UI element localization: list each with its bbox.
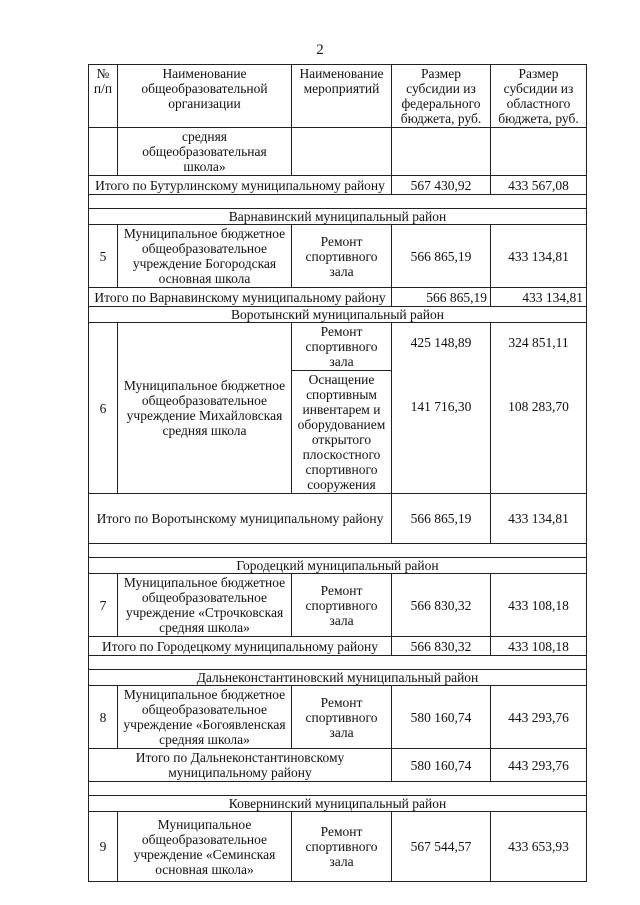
region-row bbox=[89, 558, 587, 574]
row-number: 5 bbox=[89, 225, 118, 288]
header-number: № п/п bbox=[89, 65, 118, 128]
total-federal: 566 865,19 bbox=[392, 288, 491, 307]
federal-amount: 141 716,30 bbox=[392, 371, 491, 494]
header-activity: Наименование мероприятий bbox=[292, 65, 392, 128]
activity-cell: Ремонт спортивного зала bbox=[292, 812, 392, 882]
region-row bbox=[89, 307, 587, 323]
activity-cell: Ремонт спортивного зала bbox=[292, 574, 392, 637]
federal-amount: 580 160,74 bbox=[392, 686, 491, 749]
header-federal: Размер субсидии из федерального бюджета, руб. bbox=[392, 65, 491, 128]
header-organization: Наименование общеобразовательной организации bbox=[118, 65, 292, 128]
table-row bbox=[89, 323, 587, 371]
regional-amount: 433 108,18 bbox=[491, 574, 587, 637]
total-federal: 580 160,74 bbox=[392, 749, 491, 782]
table-row bbox=[89, 225, 587, 288]
regional-amount: 433 653,93 bbox=[491, 812, 587, 882]
region-row bbox=[89, 209, 587, 225]
federal-amount: 566 865,19 bbox=[392, 225, 491, 288]
total-row bbox=[89, 494, 587, 544]
region-row bbox=[89, 670, 587, 686]
header-regional: Размер субсидии из областного бюджета, руб. bbox=[491, 65, 587, 128]
total-regional: 433 134,81 bbox=[491, 288, 587, 307]
row-number: 6 bbox=[89, 323, 118, 494]
total-federal: 566 865,19 bbox=[392, 494, 491, 544]
region-title: Ковернинский муниципальный район bbox=[89, 796, 587, 812]
row-number: 8 bbox=[89, 686, 118, 749]
total-label: Итого по Дальнеконстантиновскому муниципальному району bbox=[89, 749, 392, 782]
total-federal: 567 430,92 bbox=[392, 176, 491, 195]
subsidy-table bbox=[88, 64, 587, 882]
total-row bbox=[89, 176, 587, 195]
page-number: 2 bbox=[316, 42, 324, 58]
organization-cell: Муниципальное общеобразовательное учреждение «Семинская основная школа» bbox=[118, 812, 292, 882]
total-label: Итого по Бутурлинскому муниципальному району bbox=[89, 176, 392, 195]
table-row bbox=[89, 686, 587, 749]
total-label: Итого по Городецкому муниципальному району bbox=[89, 637, 392, 656]
organization-cell: Муниципальное бюджетное общеобразовательное учреждение Богородская основная школа bbox=[118, 225, 292, 288]
activity-cell: Ремонт спортивного зала bbox=[292, 686, 392, 749]
region-row bbox=[89, 796, 587, 812]
regional-amount: 324 851,11 bbox=[491, 323, 587, 371]
table-row bbox=[89, 128, 587, 176]
region-title: Воротынский муниципальный район bbox=[89, 307, 587, 323]
regional-amount: 433 134,81 bbox=[491, 225, 587, 288]
region-title: Городецкий муниципальный район bbox=[89, 558, 587, 574]
table-row bbox=[89, 574, 587, 637]
region-title: Варнавинский муниципальный район bbox=[89, 209, 587, 225]
total-row bbox=[89, 288, 587, 307]
organization-cell: средняя общеобразовательная школа» bbox=[118, 128, 292, 176]
federal-amount: 566 830,32 bbox=[392, 574, 491, 637]
region-title: Дальнеконстантиновский муниципальный район bbox=[89, 670, 587, 686]
row-number: 7 bbox=[89, 574, 118, 637]
regional-amount: 108 283,70 bbox=[491, 371, 587, 494]
activity-cell: Ремонт спортивного зала bbox=[292, 225, 392, 288]
total-label: Итого по Воротынскому муниципальному району bbox=[89, 494, 392, 544]
table-header-row bbox=[89, 65, 587, 128]
federal-amount: 567 544,57 bbox=[392, 812, 491, 882]
total-regional: 433 108,18 bbox=[491, 637, 587, 656]
total-regional: 433 134,81 bbox=[491, 494, 587, 544]
organization-cell: Муниципальное бюджетное общеобразовательное учреждение Михайловская средняя школа bbox=[118, 323, 292, 494]
total-row bbox=[89, 749, 587, 782]
total-federal: 566 830,32 bbox=[392, 637, 491, 656]
regional-amount: 443 293,76 bbox=[491, 686, 587, 749]
total-label: Итого по Варнавинскому муниципальному району bbox=[89, 288, 392, 307]
row-number: 9 bbox=[89, 812, 118, 882]
activity-cell: Ремонт спортивного зала bbox=[292, 323, 392, 371]
activity-cell: Оснащение спортивным инвентарем и оборудованием открытого плоскостного спортивного сооружения bbox=[292, 371, 392, 494]
organization-cell: Муниципальное бюджетное общеобразовательное учреждение «Строчковская средняя школа» bbox=[118, 574, 292, 637]
table-row bbox=[89, 812, 587, 882]
total-regional: 443 293,76 bbox=[491, 749, 587, 782]
organization-cell: Муниципальное бюджетное общеобразовательное учреждение «Богоявленская средняя школа» bbox=[118, 686, 292, 749]
total-regional: 433 567,08 bbox=[491, 176, 587, 195]
total-row bbox=[89, 637, 587, 656]
federal-amount: 425 148,89 bbox=[392, 323, 491, 371]
